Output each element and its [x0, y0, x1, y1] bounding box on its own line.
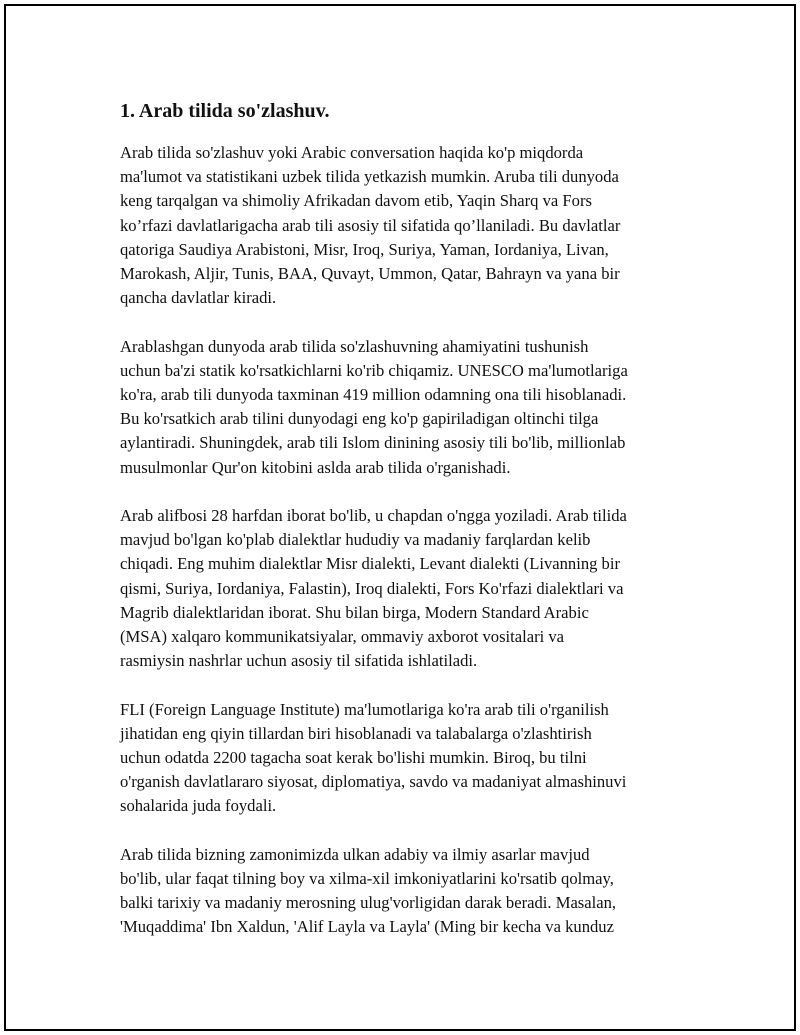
text-line: balki tarixiy va madaniy merosning ulug'vorligidan darak beradi. Masalan, — [120, 893, 617, 913]
text-line: Arablashgan dunyoda arab tilida so'zlashuvning ahamiyatini tushunish — [120, 336, 589, 356]
text-line: Marokash, Aljir, Tunis, BAA, Quvayt, Ummon, Qatar, Bahrayn va yana bir — [120, 264, 620, 284]
text-line: mavjud bo'lgan ko'plab dialektlar hududiy va madaniy farqlardan kelib — [120, 530, 591, 550]
text-line: Arab tilida so'zlashuv yoki Arabic conversation haqida ko'p miqdorda — [120, 143, 584, 162]
text-line: sohalarida juda foydali. — [120, 796, 277, 816]
document-body — [120, 98, 690, 964]
text-line: Magrib dialektlaridan iborat. Shu bilan birga, Modern Standard Arabic — [120, 602, 589, 622]
text-line: aylantiradi. Shuningdek, arab tili Islom dinining asosiy tili bo'lib, millionlab — [120, 433, 626, 453]
text-line: musulmonlar Qur'on kitobini aslda arab tilida o'rganishadi. — [120, 457, 511, 477]
paragraph-4 — [120, 698, 690, 819]
page-frame — [4, 4, 796, 1031]
text-line: bo'lib, ular faqat tilning boy va xilma-xil imkoniyatlarini ko'rsatib qolmay, — [120, 869, 614, 889]
text-line: Arab alifbosi 28 harfdan iborat bo'lib, u chapdan o'ngga yoziladi. Arab tilida — [120, 506, 627, 526]
text-line: ko'ra, arab tili dunyoda taxminan 419 million odamning ona tili hisoblanadi. — [120, 385, 627, 405]
paragraph-2 — [120, 335, 690, 480]
paragraph-3 — [120, 504, 690, 673]
paragraph-5 — [120, 843, 690, 940]
text-line: o'rganish davlatlararo siyosat, diplomatiya, savdo va madaniyat almashinuvi — [120, 772, 627, 792]
paragraph-1 — [120, 141, 690, 310]
text-line: uchun ba'zi statik ko'rsatkichlarni ko'rib chiqamiz. UNESCO ma'lumotlariga — [120, 360, 628, 380]
text-line: qatoriga Saudiya Arabistoni, Misr, Iroq, Suriya, Yaman, Iordaniya, Livan, — [120, 239, 609, 259]
text-line: chiqadi. Eng muhim dialektlar Misr dialekti, Levant dialekti (Livanning bir — [120, 554, 620, 574]
text-line: uchun odatda 2200 tagacha soat kerak bo'lishi mumkin. Biroq, bu tilni — [120, 748, 587, 768]
text-line: jihatidan eng qiyin tillardan biri hisoblanadi va talabalarga o'zlashtirish — [120, 723, 592, 743]
text-line: ma'lumot va statistikani uzbek tilida yetkazish mumkin. Aruba tili dunyoda — [120, 167, 619, 187]
text-line: FLI (Foreign Language Institute) ma'lumotlariga ko'ra arab tili o'rganilish — [120, 699, 609, 719]
text-line: keng tarqalgan va shimoliy Afrikadan davom etib, Yaqin Sharq va Fors — [120, 191, 592, 211]
text-line: Bu ko'rsatkich arab tilini dunyodagi eng ko'p gapiriladigan oltinchi tilga — [120, 409, 599, 429]
section-heading: 1. Arab tilida so'zlashuv. — [120, 100, 330, 122]
text-line: rasmiysin nashrlar uchun asosiy til sifatida ishlatiladi. — [120, 651, 478, 671]
text-line: qismi, Suriya, Iordaniya, Falastin), Iroq dialekti, Fors Ko'rfazi dialektlari va — [120, 578, 624, 598]
text-line: 'Muqaddima' Ibn Xaldun, 'Alif Layla va Layla' (Ming bir kecha va kunduz — [120, 917, 614, 937]
text-line: Arab tilida bizning zamonimizda ulkan adabiy va ilmiy asarlar mavjud — [120, 844, 590, 864]
text-line: qancha davlatlar kiradi. — [120, 288, 277, 308]
text-line: (MSA) xalqaro kommunikatsiyalar, ommaviy axborot vositalari va — [120, 627, 565, 647]
text-line: ko’rfazi davlatlarigacha arab tili asosiy til sifatida qo’llaniladi. Bu davlatlar — [120, 215, 621, 235]
